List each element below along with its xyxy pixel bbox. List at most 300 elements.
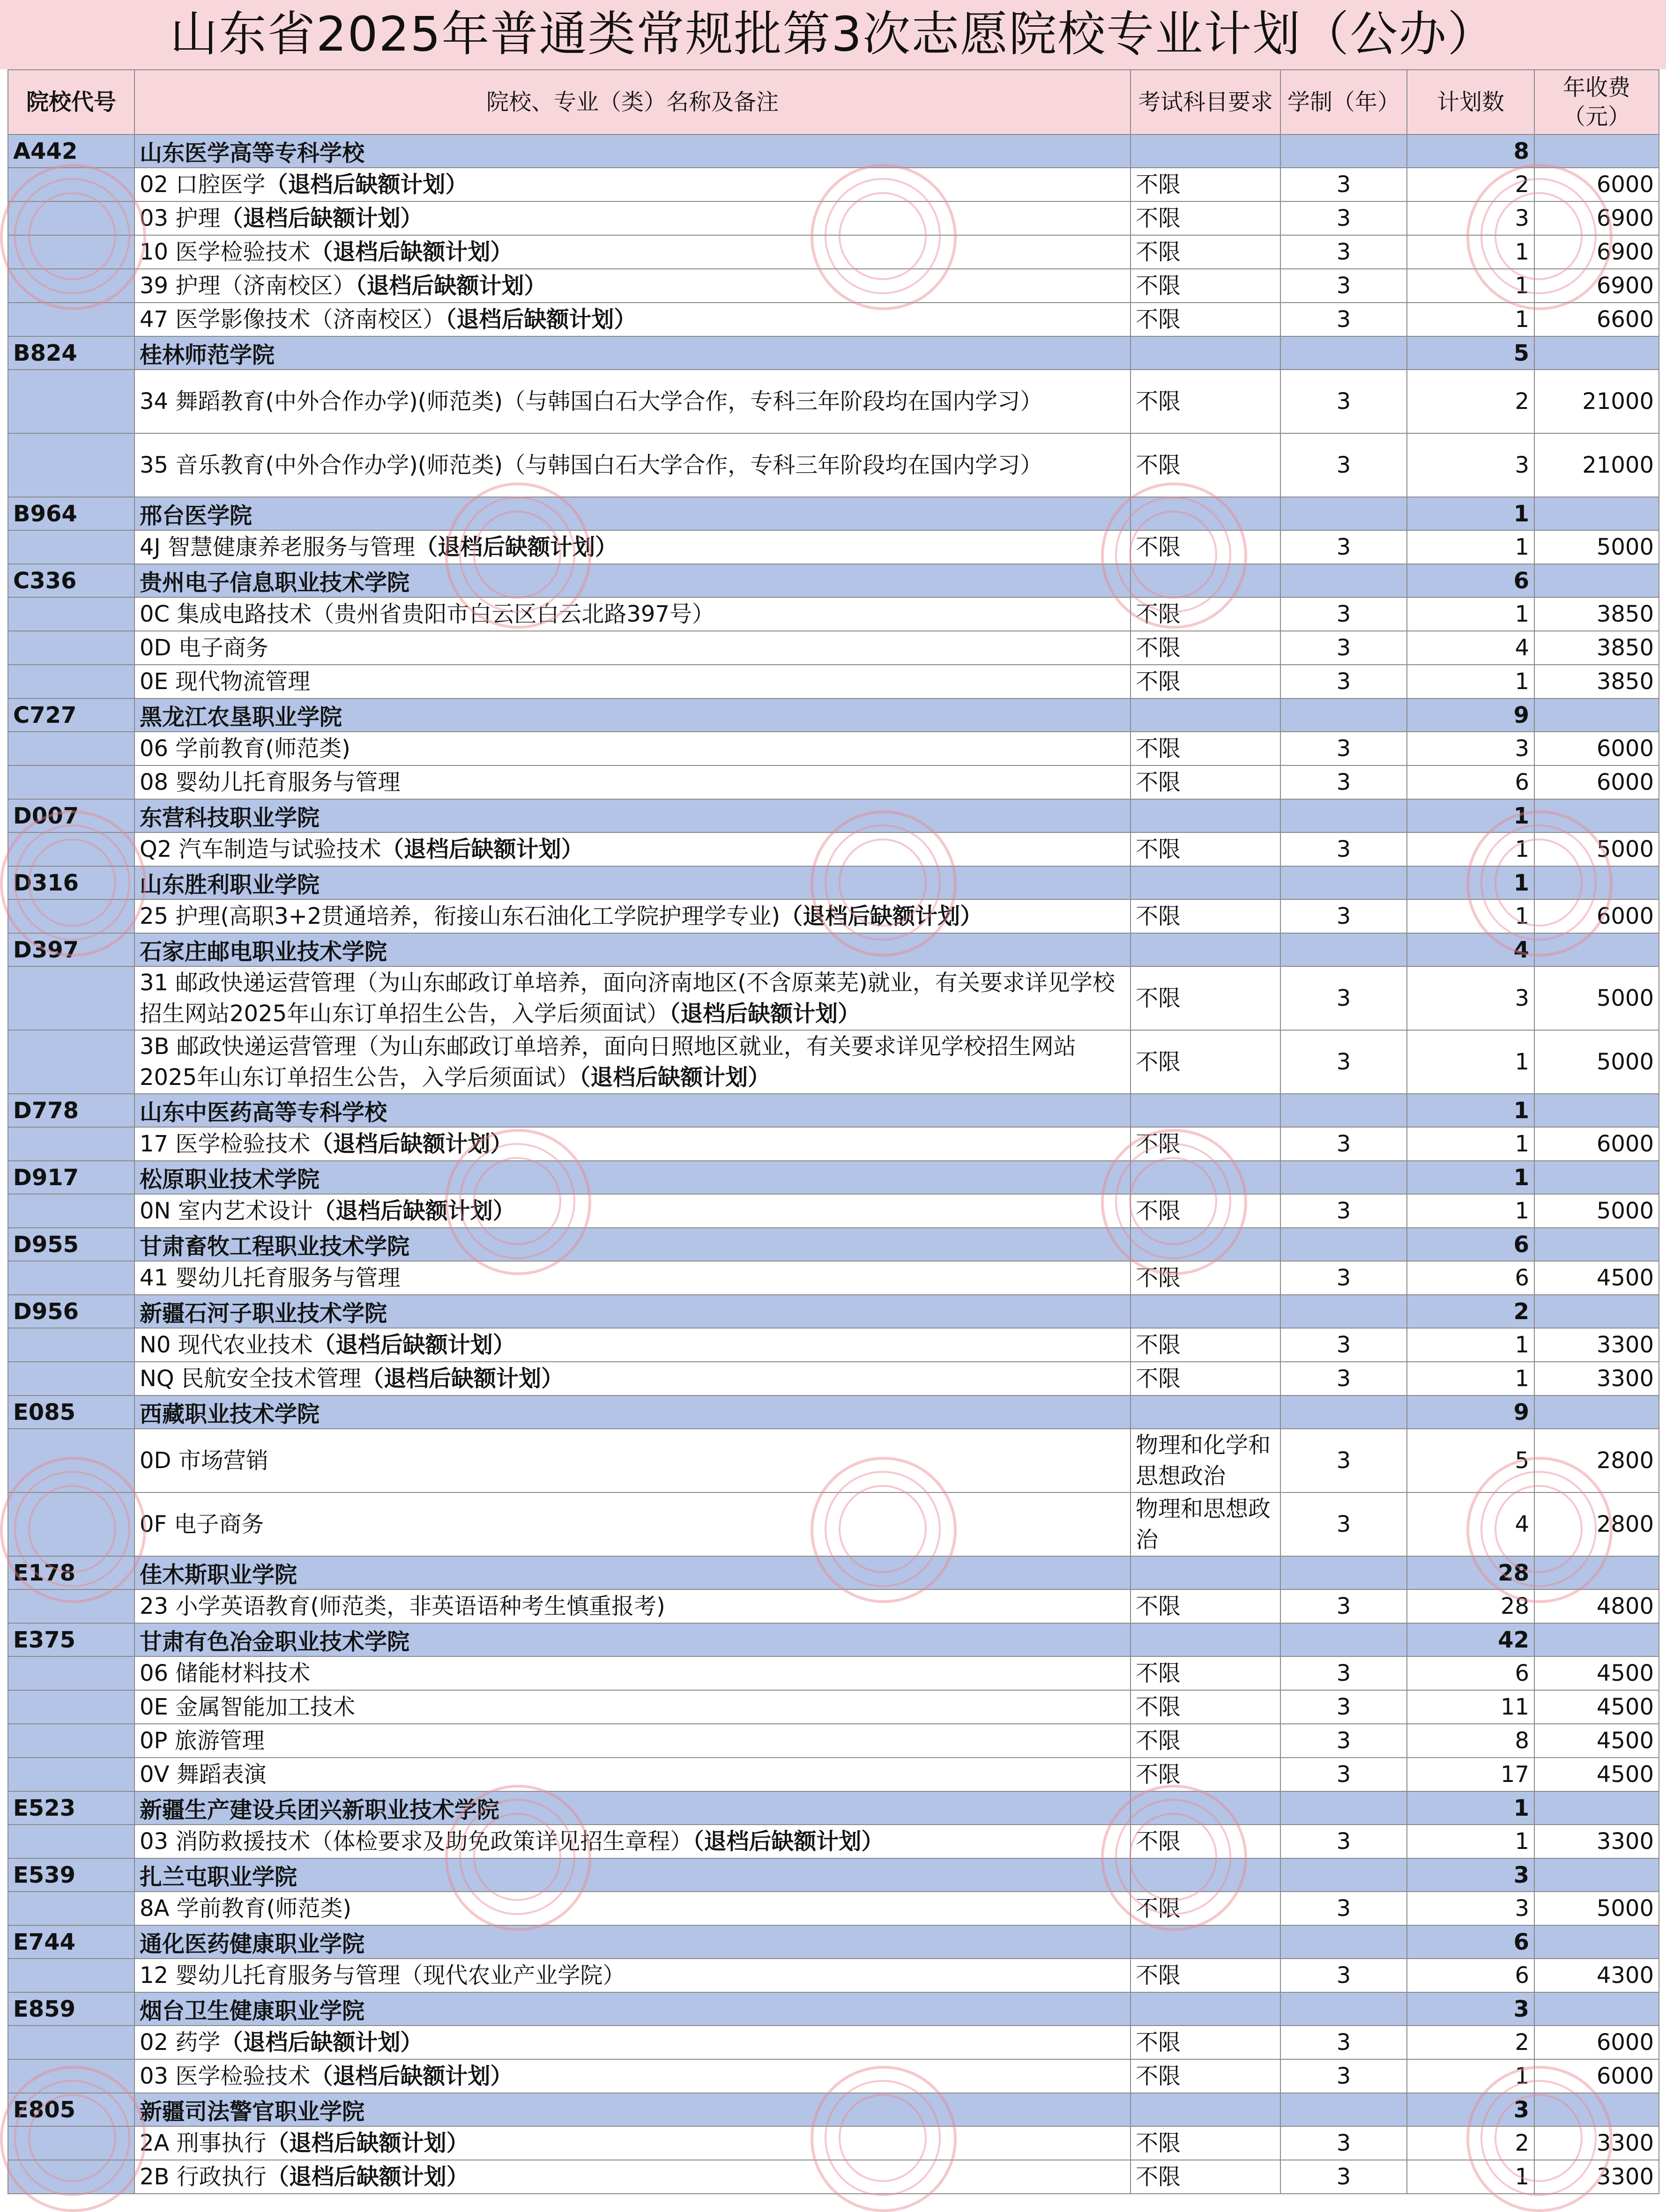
school-code: E523 — [8, 1791, 134, 1825]
major-code-cell — [8, 1589, 134, 1623]
school-name: 烟台卫生健康职业学院 — [134, 1992, 1130, 2026]
study-years: 3 — [1280, 168, 1407, 201]
school-years-cell — [1280, 2093, 1407, 2126]
major-name: 0C 集成电路技术（贵州省贵阳市白云区白云北路397号） — [140, 601, 714, 627]
plan-count: 1 — [1407, 665, 1534, 698]
major-row — [8, 1194, 1659, 1228]
header-fee: 年收费（元） — [1534, 70, 1659, 134]
major-name-cell — [134, 201, 1130, 235]
school-name: 桂林师范学院 — [134, 336, 1130, 370]
major-name: 47 医学影像技术（济南校区） — [140, 306, 446, 333]
annual-fee: 6900 — [1534, 269, 1659, 303]
annual-fee: 3850 — [1534, 597, 1659, 631]
major-row — [8, 1328, 1659, 1362]
school-fee-cell — [1534, 866, 1659, 899]
school-subject-cell — [1130, 933, 1280, 966]
annual-fee: 4500 — [1534, 1690, 1659, 1724]
plan-count: 1 — [1407, 597, 1534, 631]
major-row — [8, 1030, 1659, 1094]
annual-fee: 5000 — [1534, 1194, 1659, 1228]
subject-requirement: 不限 — [1130, 2126, 1280, 2160]
major-code-cell — [8, 765, 134, 799]
subject-requirement: 不限 — [1130, 665, 1280, 698]
plan-count: 1 — [1407, 1194, 1534, 1228]
study-years: 3 — [1280, 1656, 1407, 1690]
major-name-cell — [134, 732, 1130, 765]
major-name-cell — [134, 631, 1130, 665]
school-row — [8, 933, 1659, 966]
annual-fee: 2800 — [1534, 1492, 1659, 1556]
major-code-cell — [8, 235, 134, 269]
school-code: A442 — [8, 134, 134, 168]
major-row — [8, 1261, 1659, 1295]
major-note: （退档后缺额计划） — [310, 1131, 513, 1157]
study-years: 3 — [1280, 899, 1407, 933]
school-name: 新疆生产建设兵团兴新职业技术学院 — [134, 1791, 1130, 1825]
subject-requirement: 不限 — [1130, 597, 1280, 631]
major-code-cell — [8, 665, 134, 698]
major-name: 03 消防救援技术（体检要求及助免政策详见招生章程） — [140, 1828, 693, 1855]
plan-count: 2 — [1407, 370, 1534, 433]
school-code: E805 — [8, 2093, 134, 2126]
annual-fee: 6000 — [1534, 168, 1659, 201]
subject-requirement: 不限 — [1130, 1030, 1280, 1094]
subject-requirement: 不限 — [1130, 1892, 1280, 1925]
plan-count: 1 — [1407, 303, 1534, 336]
school-code: D955 — [8, 1228, 134, 1261]
header-years: 学制（年） — [1280, 70, 1407, 134]
subject-requirement: 物理和思想政治 — [1130, 1492, 1280, 1556]
header-school-code: 院校代号 — [8, 70, 134, 134]
school-plan-total: 6 — [1407, 1228, 1534, 1261]
major-name-cell — [134, 765, 1130, 799]
major-row — [8, 1492, 1659, 1556]
major-name-cell — [134, 1959, 1130, 1992]
major-name: 17 医学检验技术 — [140, 1131, 311, 1157]
school-subject-cell — [1130, 1161, 1280, 1194]
subject-requirement: 不限 — [1130, 433, 1280, 497]
major-name: 41 婴幼儿托育服务与管理 — [140, 1265, 401, 1291]
major-name-cell — [134, 269, 1130, 303]
school-subject-cell — [1130, 1556, 1280, 1589]
major-code-cell — [8, 1194, 134, 1228]
school-name: 西藏职业技术学院 — [134, 1395, 1130, 1429]
school-name: 山东胜利职业学院 — [134, 866, 1130, 899]
school-fee-cell — [1534, 1925, 1659, 1959]
major-name-cell — [134, 1892, 1130, 1925]
study-years: 3 — [1280, 2059, 1407, 2093]
major-row — [8, 832, 1659, 866]
study-years: 3 — [1280, 832, 1407, 866]
major-code-cell — [8, 1758, 134, 1791]
annual-fee: 4500 — [1534, 1261, 1659, 1295]
study-years: 3 — [1280, 303, 1407, 336]
school-subject-cell — [1130, 1228, 1280, 1261]
study-years: 3 — [1280, 1492, 1407, 1556]
study-years: 3 — [1280, 235, 1407, 269]
school-years-cell — [1280, 1228, 1407, 1261]
subject-requirement: 不限 — [1130, 1194, 1280, 1228]
annual-fee: 3850 — [1534, 665, 1659, 698]
major-name-cell — [134, 899, 1130, 933]
plan-count: 1 — [1407, 2160, 1534, 2194]
school-subject-cell — [1130, 698, 1280, 732]
annual-fee: 2800 — [1534, 1429, 1659, 1492]
major-name-cell — [134, 433, 1130, 497]
plan-count: 6 — [1407, 765, 1534, 799]
major-name: 8A 学前教育(师范类) — [140, 1895, 352, 1922]
major-code-cell — [8, 1030, 134, 1094]
major-code-cell — [8, 1127, 134, 1161]
annual-fee: 4500 — [1534, 1724, 1659, 1758]
school-subject-cell — [1130, 1992, 1280, 2026]
major-name-cell — [134, 168, 1130, 201]
school-plan-total: 28 — [1407, 1556, 1534, 1589]
annual-fee: 5000 — [1534, 1030, 1659, 1094]
major-row — [8, 201, 1659, 235]
school-fee-cell — [1534, 336, 1659, 370]
major-note: （退档后缺额计划） — [381, 836, 584, 862]
major-code-cell — [8, 530, 134, 564]
study-years: 3 — [1280, 597, 1407, 631]
major-name: 0D 市场营销 — [140, 1447, 268, 1474]
school-plan-total: 1 — [1407, 799, 1534, 832]
school-code: D778 — [8, 1094, 134, 1127]
major-row — [8, 370, 1659, 433]
major-row — [8, 597, 1659, 631]
major-code-cell — [8, 1328, 134, 1362]
major-row — [8, 1589, 1659, 1623]
school-name: 东营科技职业学院 — [134, 799, 1130, 832]
school-row — [8, 1992, 1659, 2026]
subject-requirement: 不限 — [1130, 1690, 1280, 1724]
major-row — [8, 1724, 1659, 1758]
school-subject-cell — [1130, 866, 1280, 899]
major-name: 34 舞蹈教育(中外合作办学)(师范类)（与韩国白石大学合作，专科三年阶段均在国内学习） — [140, 388, 1043, 415]
school-code: B824 — [8, 336, 134, 370]
subject-requirement: 物理和化学和思想政治 — [1130, 1429, 1280, 1492]
major-code-cell — [8, 597, 134, 631]
school-name: 扎兰屯职业学院 — [134, 1858, 1130, 1892]
school-years-cell — [1280, 799, 1407, 832]
major-code-cell — [8, 1959, 134, 1992]
school-subject-cell — [1130, 336, 1280, 370]
school-subject-cell — [1130, 2093, 1280, 2126]
major-code-cell — [8, 1492, 134, 1556]
school-row — [8, 1925, 1659, 1959]
major-row — [8, 732, 1659, 765]
major-code-cell — [8, 201, 134, 235]
school-years-cell — [1280, 1395, 1407, 1429]
major-name-cell — [134, 235, 1130, 269]
school-fee-cell — [1534, 799, 1659, 832]
major-name: 0E 金属智能加工技术 — [140, 1694, 356, 1720]
subject-requirement: 不限 — [1130, 1261, 1280, 1295]
major-note: （退档后缺额计划） — [266, 2130, 469, 2156]
major-note: （退档后缺额计划） — [312, 1332, 515, 1358]
subject-requirement: 不限 — [1130, 2026, 1280, 2059]
major-name-cell — [134, 1030, 1130, 1094]
school-years-cell — [1280, 1094, 1407, 1127]
major-code-cell — [8, 1690, 134, 1724]
major-note: （退档后缺额计划） — [445, 306, 637, 333]
major-code-cell — [8, 1825, 134, 1858]
annual-fee: 6000 — [1534, 765, 1659, 799]
school-plan-total: 6 — [1407, 564, 1534, 597]
school-plan-total: 1 — [1407, 497, 1534, 530]
school-code: E375 — [8, 1623, 134, 1656]
major-code-cell — [8, 1724, 134, 1758]
annual-fee: 3300 — [1534, 2160, 1659, 2194]
subject-requirement: 不限 — [1130, 1959, 1280, 1992]
school-subject-cell — [1130, 1858, 1280, 1892]
school-fee-cell — [1534, 1161, 1659, 1194]
school-name: 黑龙江农垦职业学院 — [134, 698, 1130, 732]
major-name: 4J 智慧健康养老服务与管理 — [140, 534, 415, 560]
study-years: 3 — [1280, 1429, 1407, 1492]
plan-count: 8 — [1407, 1724, 1534, 1758]
major-name-cell — [134, 303, 1130, 336]
major-name: 23 小学英语教育(师范类，非英语语种考生慎重报考) — [140, 1593, 665, 1619]
major-name: 03 医学检验技术 — [140, 2063, 311, 2089]
school-code: E744 — [8, 1925, 134, 1959]
school-code: D007 — [8, 799, 134, 832]
annual-fee: 21000 — [1534, 433, 1659, 497]
school-years-cell — [1280, 933, 1407, 966]
school-fee-cell — [1534, 1858, 1659, 1892]
major-row — [8, 530, 1659, 564]
annual-fee: 5000 — [1534, 530, 1659, 564]
plan-count: 11 — [1407, 1690, 1534, 1724]
major-note: （退档后缺额计划） — [579, 1064, 771, 1091]
school-code: D316 — [8, 866, 134, 899]
school-code: D956 — [8, 1295, 134, 1328]
study-years: 3 — [1280, 433, 1407, 497]
annual-fee: 6000 — [1534, 2026, 1659, 2059]
major-name-cell — [134, 597, 1130, 631]
annual-fee: 3300 — [1534, 1328, 1659, 1362]
major-code-cell — [8, 832, 134, 866]
major-row — [8, 1959, 1659, 1992]
school-plan-total: 1 — [1407, 1094, 1534, 1127]
school-code: E085 — [8, 1395, 134, 1429]
major-name: Q2 汽车制造与试验技术 — [140, 836, 381, 862]
school-plan-total: 1 — [1407, 1791, 1534, 1825]
major-note: （退档后缺额计划） — [310, 239, 513, 265]
major-row — [8, 665, 1659, 698]
subject-requirement: 不限 — [1130, 1127, 1280, 1161]
subject-requirement: 不限 — [1130, 235, 1280, 269]
study-years: 3 — [1280, 530, 1407, 564]
school-subject-cell — [1130, 1925, 1280, 1959]
plan-count: 3 — [1407, 433, 1534, 497]
study-years: 3 — [1280, 1194, 1407, 1228]
school-fee-cell — [1534, 1791, 1659, 1825]
school-fee-cell — [1534, 933, 1659, 966]
school-plan-total: 8 — [1407, 134, 1534, 168]
subject-requirement: 不限 — [1130, 899, 1280, 933]
plan-count: 6 — [1407, 1261, 1534, 1295]
annual-fee: 6000 — [1534, 2059, 1659, 2093]
major-code-cell — [8, 2126, 134, 2160]
school-row — [8, 1623, 1659, 1656]
study-years: 3 — [1280, 1825, 1407, 1858]
annual-fee: 6900 — [1534, 235, 1659, 269]
subject-requirement: 不限 — [1130, 303, 1280, 336]
major-note: （退档后缺额计划） — [361, 1366, 564, 1392]
school-name: 邢台医学院 — [134, 497, 1130, 530]
plan-count: 3 — [1407, 732, 1534, 765]
major-row — [8, 966, 1659, 1030]
major-note: （退档后缺额计划） — [265, 171, 468, 198]
school-row — [8, 799, 1659, 832]
major-name-cell — [134, 1127, 1130, 1161]
major-code-cell — [8, 899, 134, 933]
school-plan-total: 5 — [1407, 336, 1534, 370]
school-fee-cell — [1534, 564, 1659, 597]
plan-count: 5 — [1407, 1429, 1534, 1492]
major-note: （退档后缺额计划） — [355, 273, 547, 299]
major-name-cell — [134, 1825, 1130, 1858]
major-row — [8, 168, 1659, 201]
school-name: 山东医学高等专科学校 — [134, 134, 1130, 168]
major-code-cell — [8, 966, 134, 1030]
school-years-cell — [1280, 1161, 1407, 1194]
header-subject: 考试科目要求 — [1130, 70, 1280, 134]
major-name: 02 药学 — [140, 2029, 221, 2056]
major-note: （退档后缺额计划） — [266, 2164, 469, 2190]
subject-requirement: 不限 — [1130, 1328, 1280, 1362]
study-years: 3 — [1280, 631, 1407, 665]
major-name: 0D 电子商务 — [140, 635, 268, 661]
major-name-cell — [134, 1194, 1130, 1228]
annual-fee: 3300 — [1534, 1825, 1659, 1858]
school-name: 甘肃有色冶金职业技术学院 — [134, 1623, 1130, 1656]
subject-requirement: 不限 — [1130, 966, 1280, 1030]
annual-fee: 4500 — [1534, 1758, 1659, 1791]
major-name-cell — [134, 832, 1130, 866]
plan-count: 2 — [1407, 168, 1534, 201]
school-name: 通化医药健康职业学院 — [134, 1925, 1130, 1959]
plan-count: 2 — [1407, 2126, 1534, 2160]
school-subject-cell — [1130, 134, 1280, 168]
major-code-cell — [8, 631, 134, 665]
subject-requirement: 不限 — [1130, 2160, 1280, 2194]
major-row — [8, 1429, 1659, 1492]
major-name: 39 护理（济南校区） — [140, 273, 356, 299]
school-years-cell — [1280, 1992, 1407, 2026]
school-plan-total: 1 — [1407, 1161, 1534, 1194]
school-row — [8, 1295, 1659, 1328]
school-row — [8, 134, 1659, 168]
school-years-cell — [1280, 497, 1407, 530]
study-years: 3 — [1280, 1724, 1407, 1758]
major-name: 10 医学检验技术 — [140, 239, 311, 265]
study-years: 3 — [1280, 966, 1407, 1030]
school-years-cell — [1280, 1858, 1407, 1892]
plan-count: 3 — [1407, 1892, 1534, 1925]
school-code: B964 — [8, 497, 134, 530]
school-subject-cell — [1130, 1791, 1280, 1825]
study-years: 3 — [1280, 2160, 1407, 2194]
plan-count: 17 — [1407, 1758, 1534, 1791]
study-years: 3 — [1280, 370, 1407, 433]
plan-count: 1 — [1407, 832, 1534, 866]
school-years-cell — [1280, 1556, 1407, 1589]
subject-requirement: 不限 — [1130, 832, 1280, 866]
annual-fee: 5000 — [1534, 966, 1659, 1030]
plan-count: 1 — [1407, 1362, 1534, 1395]
major-name: N0 现代农业技术 — [140, 1332, 313, 1358]
major-note: （退档后缺额计划） — [220, 205, 423, 231]
major-name-cell — [134, 2160, 1130, 2194]
major-row — [8, 433, 1659, 497]
school-row — [8, 564, 1659, 597]
school-code: D397 — [8, 933, 134, 966]
major-row — [8, 235, 1659, 269]
annual-fee: 4800 — [1534, 1589, 1659, 1623]
major-code-cell — [8, 2160, 134, 2194]
plan-count: 2 — [1407, 2026, 1534, 2059]
major-name-cell — [134, 2026, 1130, 2059]
major-name: 31 邮政快递运营管理（为山东邮政订单培养，面向济南地区(不含原莱芜)就业，有关要求详见学校招生网站2025年山东订单招生公告，入学后须面试） — [140, 970, 1115, 1027]
school-plan-total: 1 — [1407, 866, 1534, 899]
school-fee-cell — [1534, 134, 1659, 168]
subject-requirement: 不限 — [1130, 269, 1280, 303]
major-name-cell — [134, 1429, 1130, 1492]
major-row — [8, 1892, 1659, 1925]
school-years-cell — [1280, 1623, 1407, 1656]
table-body — [8, 134, 1659, 2194]
school-row — [8, 1556, 1659, 1589]
plan-count: 6 — [1407, 1656, 1534, 1690]
major-name: 2A 刑事执行 — [140, 2130, 267, 2156]
major-code-cell — [8, 433, 134, 497]
major-name: 0P 旅游管理 — [140, 1728, 265, 1754]
school-fee-cell — [1534, 1395, 1659, 1429]
major-code-cell — [8, 168, 134, 201]
school-row — [8, 497, 1659, 530]
plan-count: 1 — [1407, 899, 1534, 933]
major-name: 12 婴幼儿托育服务与管理（现代农业产业学院） — [140, 1962, 625, 1989]
school-years-cell — [1280, 134, 1407, 168]
school-subject-cell — [1130, 1094, 1280, 1127]
major-code-cell — [8, 1892, 134, 1925]
major-row — [8, 1825, 1659, 1858]
major-name-cell — [134, 1724, 1130, 1758]
major-note: （退档后缺额计划） — [780, 903, 983, 929]
subject-requirement: 不限 — [1130, 1724, 1280, 1758]
school-subject-cell — [1130, 564, 1280, 597]
plan-count: 4 — [1407, 631, 1534, 665]
study-years: 3 — [1280, 1959, 1407, 1992]
major-name: 3B 邮政快递运营管理（为山东邮政订单培养，面向日照地区就业，有关要求详见学校招生网站2025年山东订单招生公告，入学后须面试） — [140, 1033, 1076, 1091]
school-plan-total: 2 — [1407, 1295, 1534, 1328]
school-name: 新疆司法警官职业学院 — [134, 2093, 1130, 2126]
study-years: 3 — [1280, 1758, 1407, 1791]
plan-count: 4 — [1407, 1492, 1534, 1556]
major-name: 25 护理(高职3+2贯通培养，衔接山东石油化工学院护理学专业) — [140, 903, 781, 929]
school-subject-cell — [1130, 1395, 1280, 1429]
major-code-cell — [8, 1429, 134, 1492]
major-name-cell — [134, 1328, 1130, 1362]
subject-requirement: 不限 — [1130, 631, 1280, 665]
school-name: 佳木斯职业学院 — [134, 1556, 1130, 1589]
school-code: E539 — [8, 1858, 134, 1892]
school-code: E178 — [8, 1556, 134, 1589]
plan-count: 1 — [1407, 1030, 1534, 1094]
subject-requirement: 不限 — [1130, 765, 1280, 799]
